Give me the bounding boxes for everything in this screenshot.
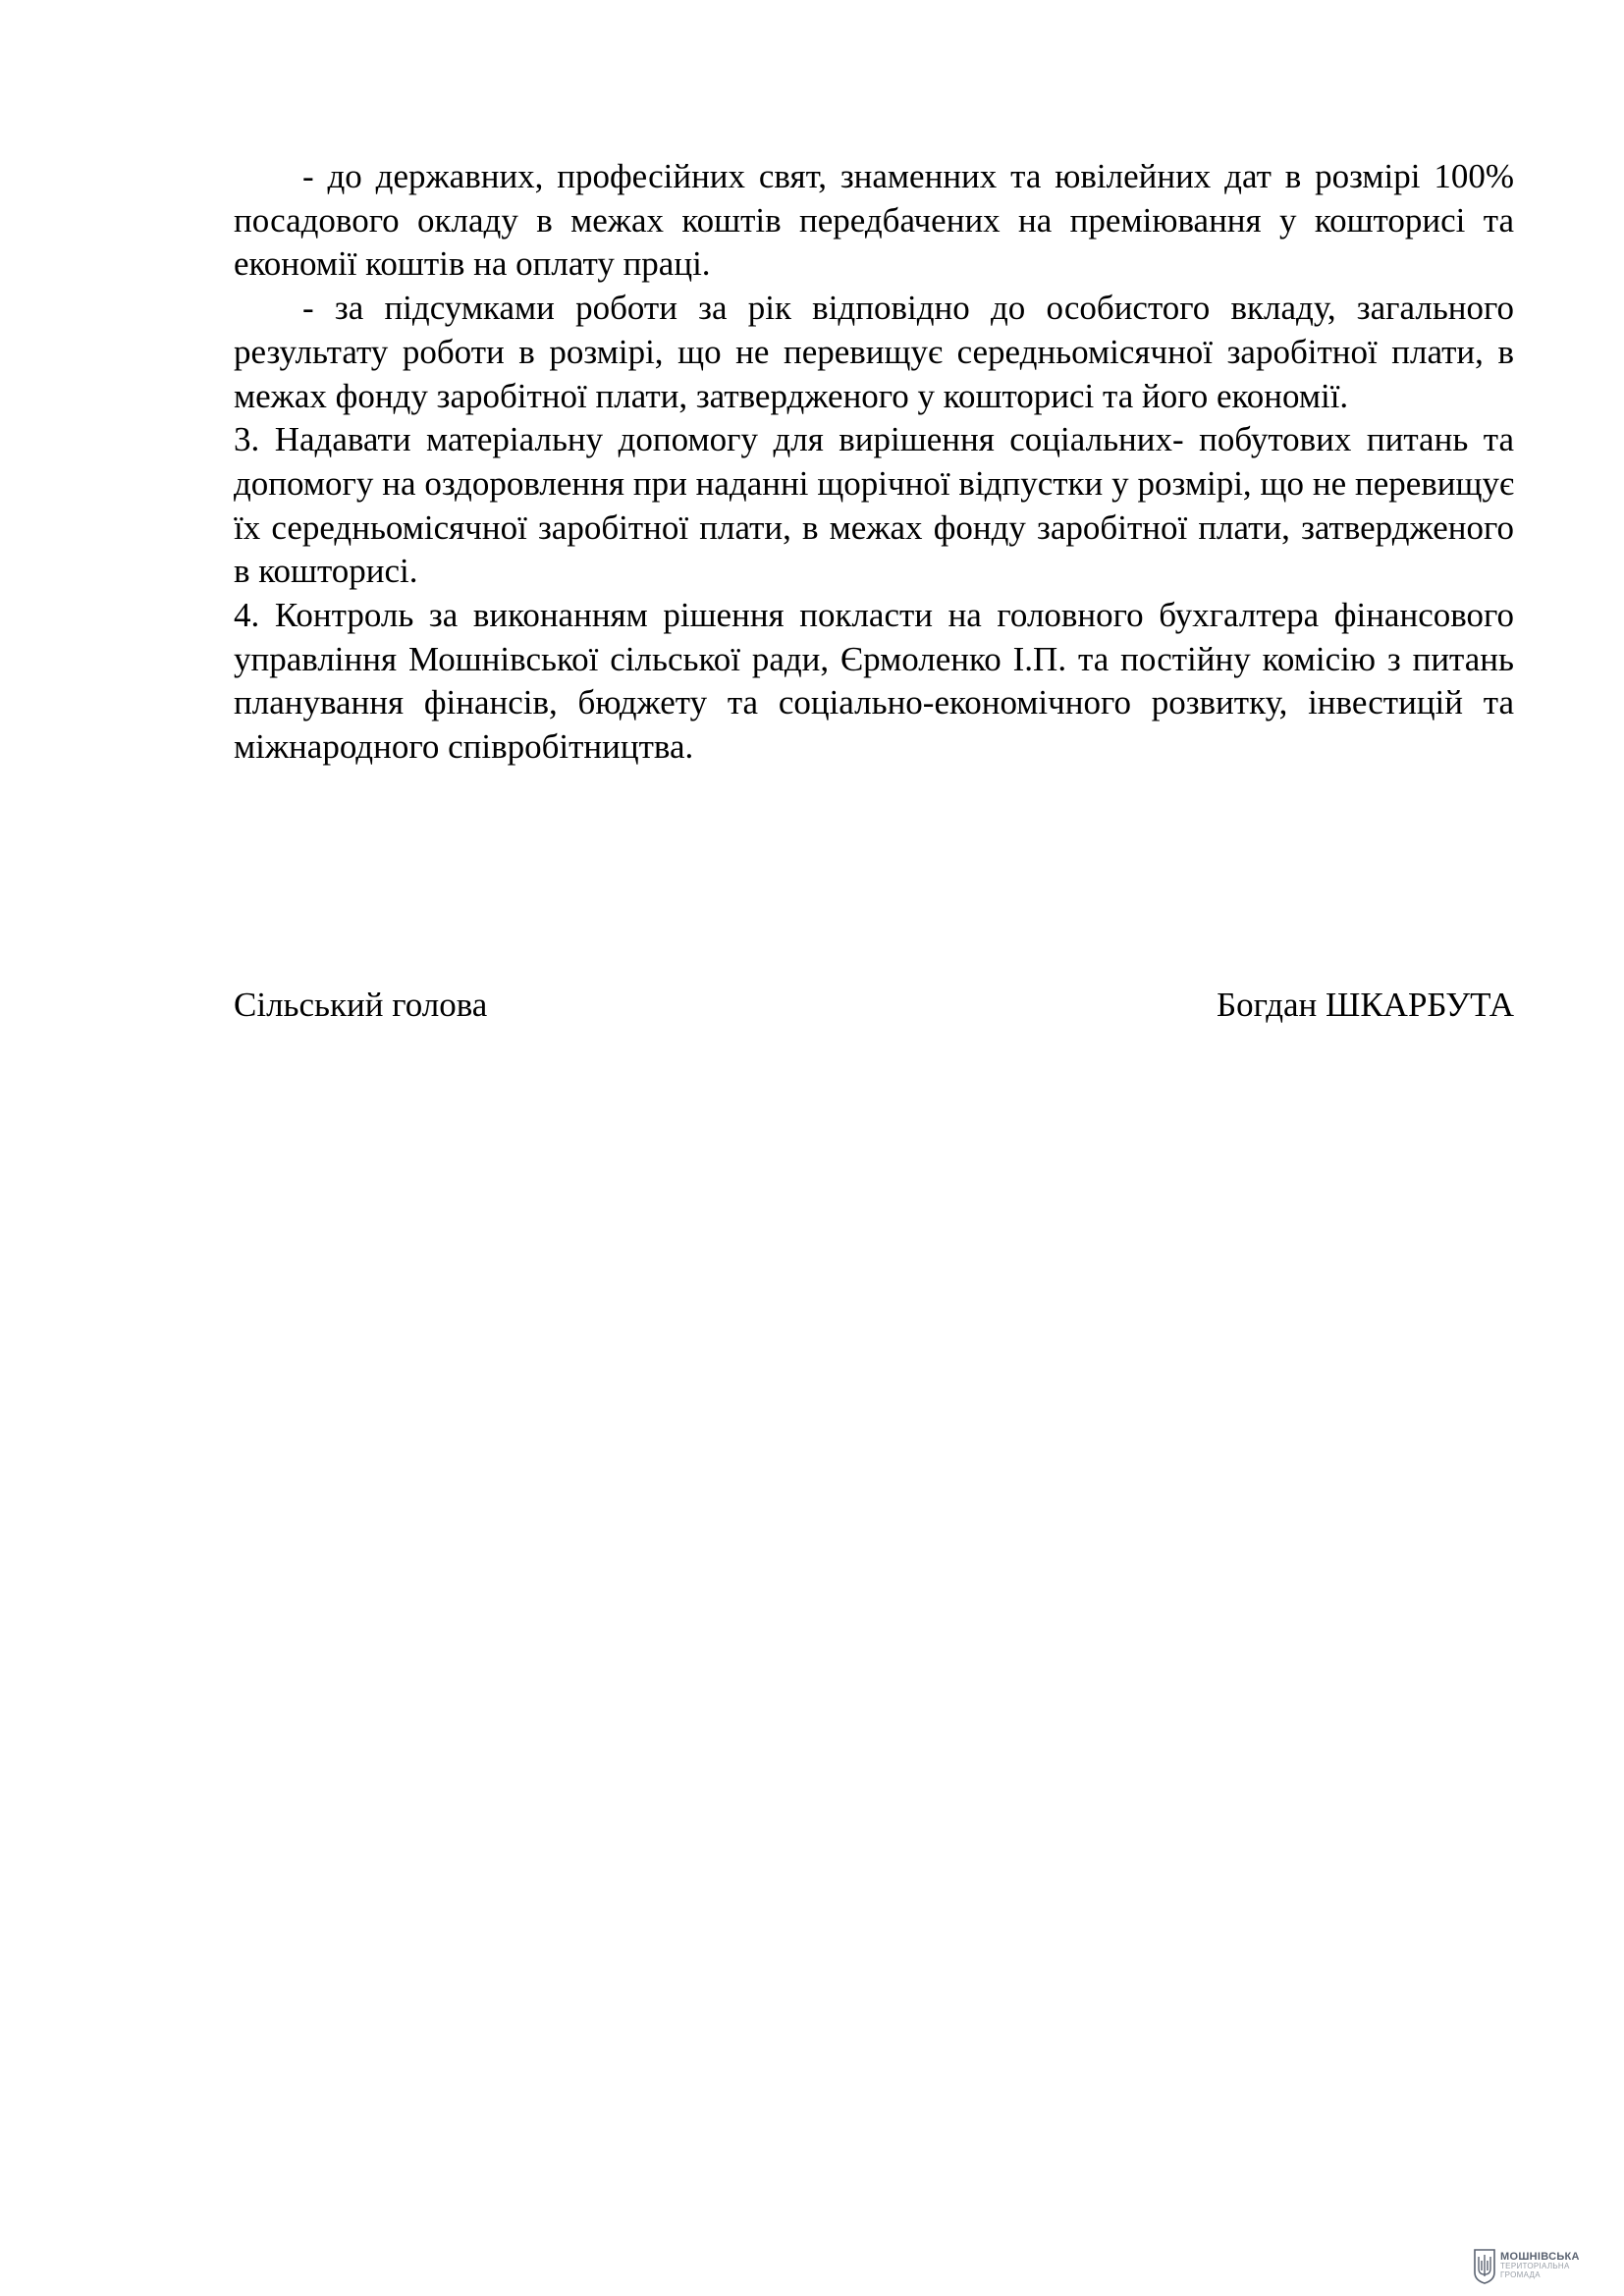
signatory-position: Сільський голова	[234, 986, 488, 1024]
signatory-name: Богдан ШКАРБУТА	[1217, 986, 1514, 1024]
paragraph-material-aid: 3. Надавати матеріальну допомогу для вирішення соціальних- побутових питань та допомогу на оздоровлення при наданні щорічної відпустки у розмірі, що не перевищує їх середньомісячної заробітної плати, в межах фонду заробітної плати, затвердженого в кошторисі.	[234, 420, 1514, 591]
logo-subtitle-1: ТЕРИТОРІАЛЬНА	[1500, 2261, 1570, 2270]
paragraph-bonus-holidays: - до державних, професійних свят, знаменних та ювілейних дат в розмірі 100% посадового окладу в межах коштів передбачених на преміювання у кошторисі та економії коштів на оплату праці.	[234, 157, 1514, 284]
logo-title: МОШНІВСЬКА	[1500, 2250, 1580, 2263]
paragraph-control: 4. Контроль за виконанням рішення покласти на головного бухгалтера фінансового управління Мошнівської сільської ради, Єрмоленко І.П. та постійну комісію з питань планування фінансів, бюджету та соціально-економічного розвитку, інвестицій та міжнародного співробітництва.	[234, 596, 1514, 767]
footer-logo	[1473, 2246, 1618, 2285]
paragraph-bonus-annual: - за підсумками роботи за рік відповідно до особистого вкладу, загального результату роботи в розмірі, що не перевищує середньомісячної заробітної плати, в межах фонду заробітної плати, затвердженого у кошторисі та його економії.	[234, 289, 1514, 415]
logo-subtitle-2: ГРОМАДА	[1500, 2269, 1541, 2279]
logo-text	[1500, 2250, 1580, 2279]
signature-block	[234, 984, 1514, 1027]
trident-icon	[1473, 2247, 1496, 2284]
document-body	[234, 155, 1514, 770]
